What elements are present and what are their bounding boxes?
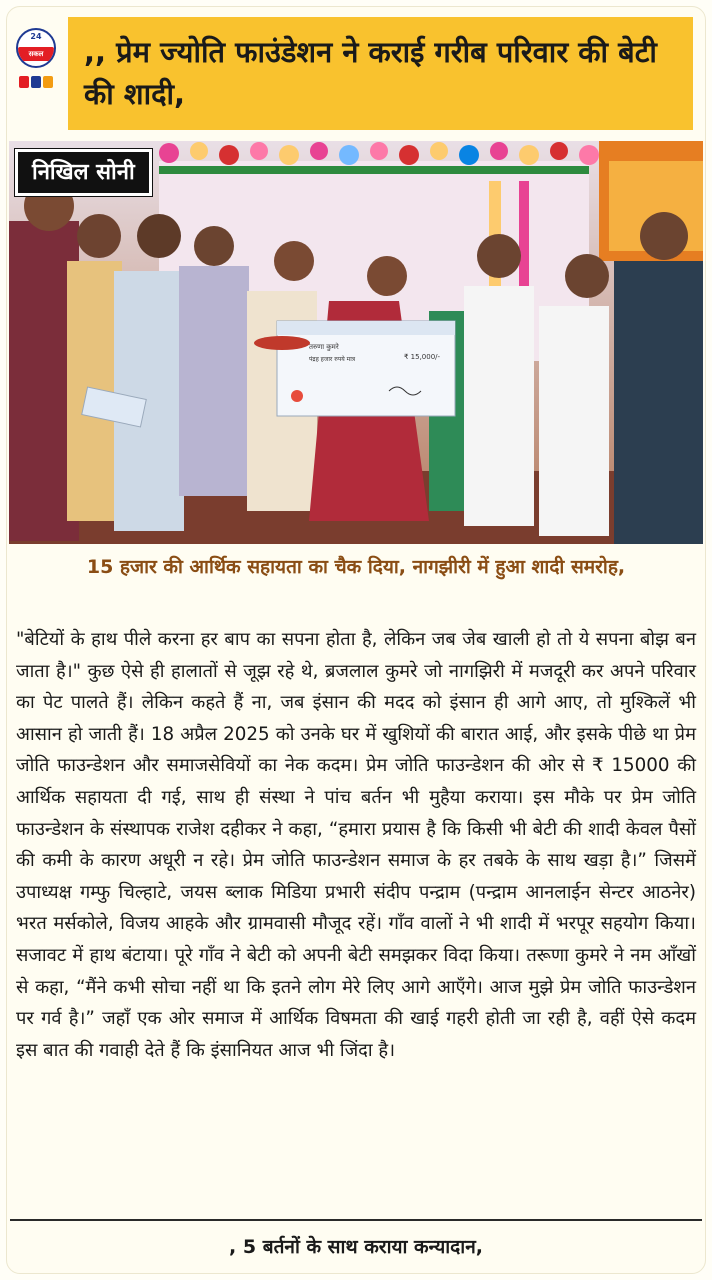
reporter-name-tag: निखिल सोनी <box>15 149 152 196</box>
channel-logo <box>14 28 58 110</box>
cheque-amount-words: पंद्रह हजार रुपये मात्र <box>309 356 356 363</box>
cheque <box>277 321 455 416</box>
foundation-logo-icon <box>291 390 303 402</box>
footer-caption: , 5 बर्तनों के साथ कराया कन्यादान, <box>229 1236 483 1258</box>
headline-box <box>68 17 693 130</box>
cheque-amount: ₹ 15,000/- <box>404 353 441 361</box>
wedding-photo-illustration <box>9 141 703 544</box>
headline: ,, प्रेम ज्योति फाउंडेशन ने कराई गरीब परिवार की बेटी की शादी, <box>84 35 657 111</box>
logo-strip <box>18 76 54 92</box>
logo-block-red <box>19 76 29 88</box>
sub-headline: 15 हजार की आर्थिक सहायता का चैक दिया, नागझीरी में हुआ शादी समरोह, <box>86 556 626 578</box>
logo-block-orange <box>43 76 53 88</box>
wedding-photo <box>9 141 703 544</box>
logo-block-blue <box>31 76 41 88</box>
logo-wordmark: सकल <box>18 47 54 61</box>
footer-divider <box>10 1219 702 1221</box>
cheque-name: तरुणा कुमरे <box>309 343 339 351</box>
news-channel-logo-icon <box>16 28 56 68</box>
logo-number: 24 <box>30 32 42 41</box>
article-body: "बेटियों के हाथ पीले करना हर बाप का सपना होता है, लेकिन जब जेब खाली हो तो ये सपना बोझ बन जाता है।" कुछ ऐसे ही हालातों से जूझ रहे थे, ब्रजलाल कुमरे जो नागझिरी में मजदूरी कर अपने परिवार का पेट पालते हैं। लेकिन कहते हैं ना, जब इंसान की मदद को इंसान ही आगे आए, तो मुश्किलें भी आसान हो जाती हैं। 18 अप्रैल 2025 को उनके घर में खुशियों की बारात आई, और इसके पीछे था प्रेम जोति फाउन्डेशन और समाजसेवियों का नेक कदम। प्रेम जोति फाउन्डेशन की ओर से ₹ 15000 की आर्थिक सहायता दी गई, साथ ही संस्था ने पांच बर्तन भी मुहैया कराया। इस मौके पर प्रेम जोति फाउन्डेशन के संस्थापक राजेश दहीकर ने कहा, “हमारा प्रयास है कि किसी भी बेटी की शादी केवल पैसों की कमी के कारण अधूरी न रहे। प्रेम जोति फाउन्डेशन समाज के हर तबके के साथ खड़ा है।” जिसमें उपाध्यक्ष गम्फु चिल्हाटे, जयस ब्लाक मिडिया प्रभारी संदीप पन्द्राम (पन्द्राम आनलाईन सेन्टर आठनेर) भरत मर्सकोले, विजय आहके और ग्रामवासी मौजूद रहें। गाँव वालों ने भी शादी में भरपूर सहयोग किया। सजावट में हाथ बंटाया। पूरे गाँव ने बेटी को अपनी बेटी समझकर विदा किया। तरूणा कुमरे ने नम आँखों से कहा, “मैंने कभी सोचा नहीं था कि इतने लोग मेरे लिए आगे आएँगे। आज मुझे प्रेम जोति फाउन्डेशन पर गर्व है।” जहाँ एक ओर समाज में आर्थिक विषमता की खाई गहरी होती जा रही है, वहीं ऐसे कदम इस बात की गवाही देते हैं कि इंसानियत आज भी जिंदा है। <box>16 629 696 1061</box>
